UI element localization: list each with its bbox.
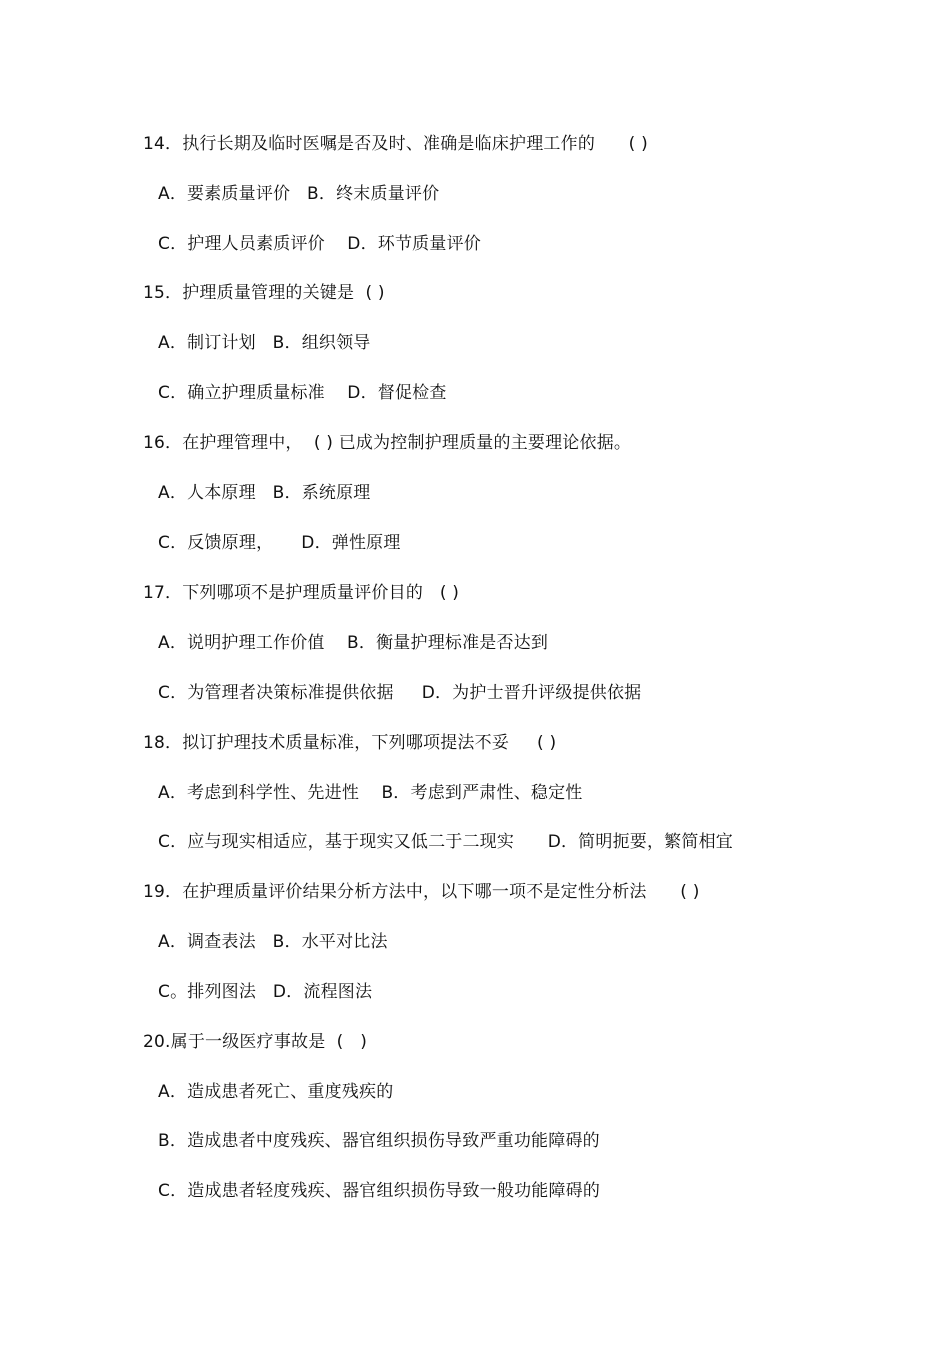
question-14-options-ab: A．要素质量评价 B．终末质量评价	[158, 184, 440, 204]
question-20: 20.属于一级医疗事故是 ( )	[143, 1032, 368, 1052]
question-19-options-cd: C。排列图法 D．流程图法	[158, 982, 373, 1002]
question-18: 18．拟订护理技术质量标准，下列哪项提法不妥 ( )	[143, 733, 557, 753]
question-17: 17．下列哪项不是护理质量评价目的 ( )	[143, 583, 460, 603]
question-17-options-ab: A．说明护理工作价值 B．衡量护理标准是否达到	[158, 633, 549, 653]
question-15-options-cd: C．确立护理质量标准 D．督促检查	[158, 383, 447, 403]
question-15-options-ab: A．制订计划 B．组织领导	[158, 333, 371, 353]
question-14: 14．执行长期及临时医嘱是否及时、准确是临床护理工作的 ( )	[143, 134, 648, 154]
question-18-options-ab: A．考虑到科学性、先进性 B．考虑到严肃性、稳定性	[158, 783, 583, 803]
question-15: 15．护理质量管理的关键是 ( )	[143, 283, 385, 303]
question-14-options-cd: C．护理人员素质评价 D．环节质量评价	[158, 234, 481, 254]
question-16-options-cd: C．反馈原理， D．弹性原理	[158, 533, 401, 553]
question-16: 16．在护理管理中， ( ) 已成为控制护理质量的主要理论依据。	[143, 433, 632, 453]
question-19-options-ab: A．调查表法 B．水平对比法	[158, 932, 388, 952]
question-20-option-c: C．造成患者轻度残疾、器官组织损伤导致一般功能障碍的	[158, 1181, 601, 1201]
question-17-options-cd: C．为管理者决策标准提供依据 D．为护士晋升评级提供依据	[158, 683, 642, 703]
question-20-option-b: B．造成患者中度残疾、器官组织损伤导致严重功能障碍的	[158, 1131, 600, 1151]
question-20-option-a: A．造成患者死亡、重度残疾的	[158, 1082, 394, 1102]
question-18-options-cd: C．应与现实相适应，基于现实又低二于二现实 D．简明扼要，繁简相宜	[158, 832, 733, 852]
question-19: 19．在护理质量评价结果分析方法中，以下哪一项不是定性分析法 ( )	[143, 882, 700, 902]
question-16-options-ab: A．人本原理 B．系统原理	[158, 483, 371, 503]
